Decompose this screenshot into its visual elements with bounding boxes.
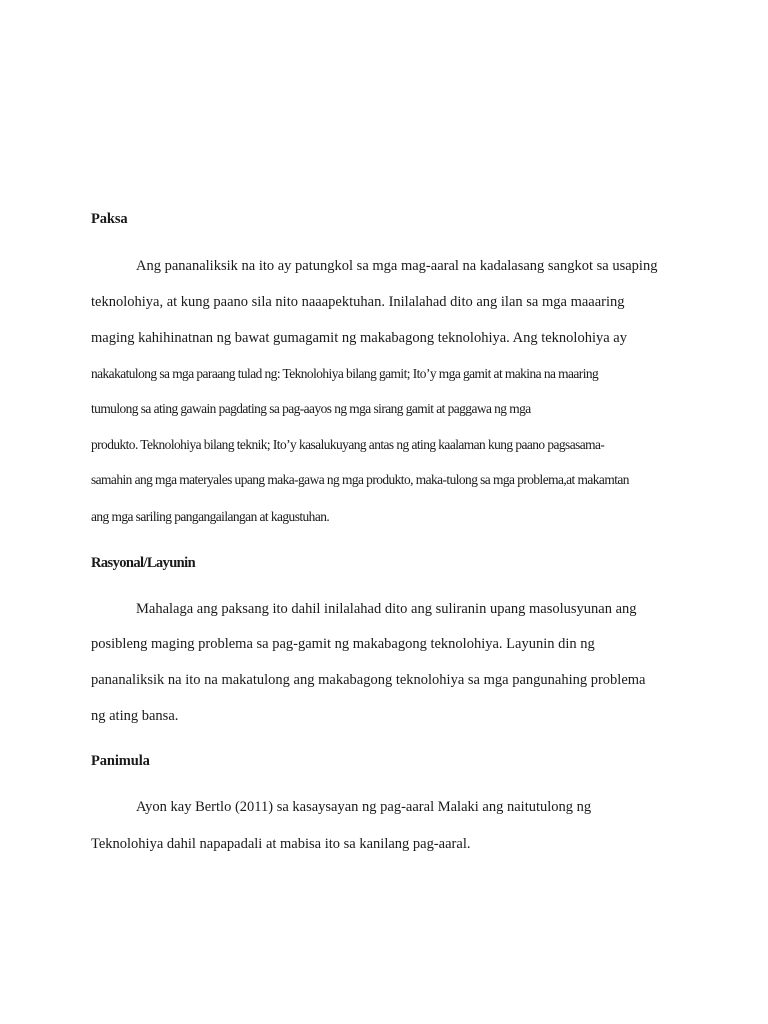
paksa-line-4: nakakatulong sa mga paraang tulad ng: Teknolohiya bilang gamit; Ito’y mga gamit at makina na maaring: [91, 366, 599, 381]
section-heading-rasyonal: Rasyonal/Layunin: [91, 555, 196, 571]
paksa-line-2: teknolohiya, at kung paano sila nito naaapektuhan. Inilalahad dito ang ilan sa mga maaaring: [91, 294, 625, 310]
paksa-line-3: maging kahihinatnan ng bawat gumagamit ng makabagong teknolohiya. Ang teknolohiya ay: [91, 330, 627, 346]
rasyonal-line-3: pananaliksik na ito na makatulong ang makabagong teknolohiya sa mga pangunahing problema: [91, 672, 646, 688]
paksa-line-8: ang mga sariling pangangailangan at kagustuhan.: [91, 509, 330, 524]
panimula-line-1: Ayon kay Bertlo (2011) sa kasaysayan ng pag-aaral Malaki ang naitutulong ng: [136, 799, 592, 815]
panimula-line-2: Teknolohiya dahil napapadali at mabisa ito sa kanilang pag-aaral.: [91, 836, 471, 852]
rasyonal-line-4: ng ating bansa.: [91, 708, 179, 724]
rasyonal-line-1: Mahalaga ang paksang ito dahil inilalahad dito ang suliranin upang masolusyunan ang: [136, 601, 637, 617]
section-heading-panimula: Panimula: [91, 753, 150, 769]
rasyonal-line-2: posibleng maging problema sa pag-gamit ng makabagong teknolohiya. Layunin din ng: [91, 636, 595, 652]
paksa-line-7: samahin ang mga materyales upang maka-gawa ng mga produkto, maka-tulong sa mga problema,at makamtan: [91, 472, 629, 487]
paksa-line-1: Ang pananaliksik na ito ay patungkol sa mga mag-aaral na kadalasang sangkot sa usaping: [136, 258, 658, 274]
paksa-line-6: produkto. Teknolohiya bilang teknik; Ito’y kasalukuyang antas ng ating kaalaman kung paano pagsasama-: [91, 437, 605, 452]
section-heading-paksa: Paksa: [91, 211, 128, 227]
paksa-line-5: tumulong sa ating gawain pagdating sa pag-aayos ng mga sirang gamit at paggawa ng mga: [91, 401, 531, 416]
